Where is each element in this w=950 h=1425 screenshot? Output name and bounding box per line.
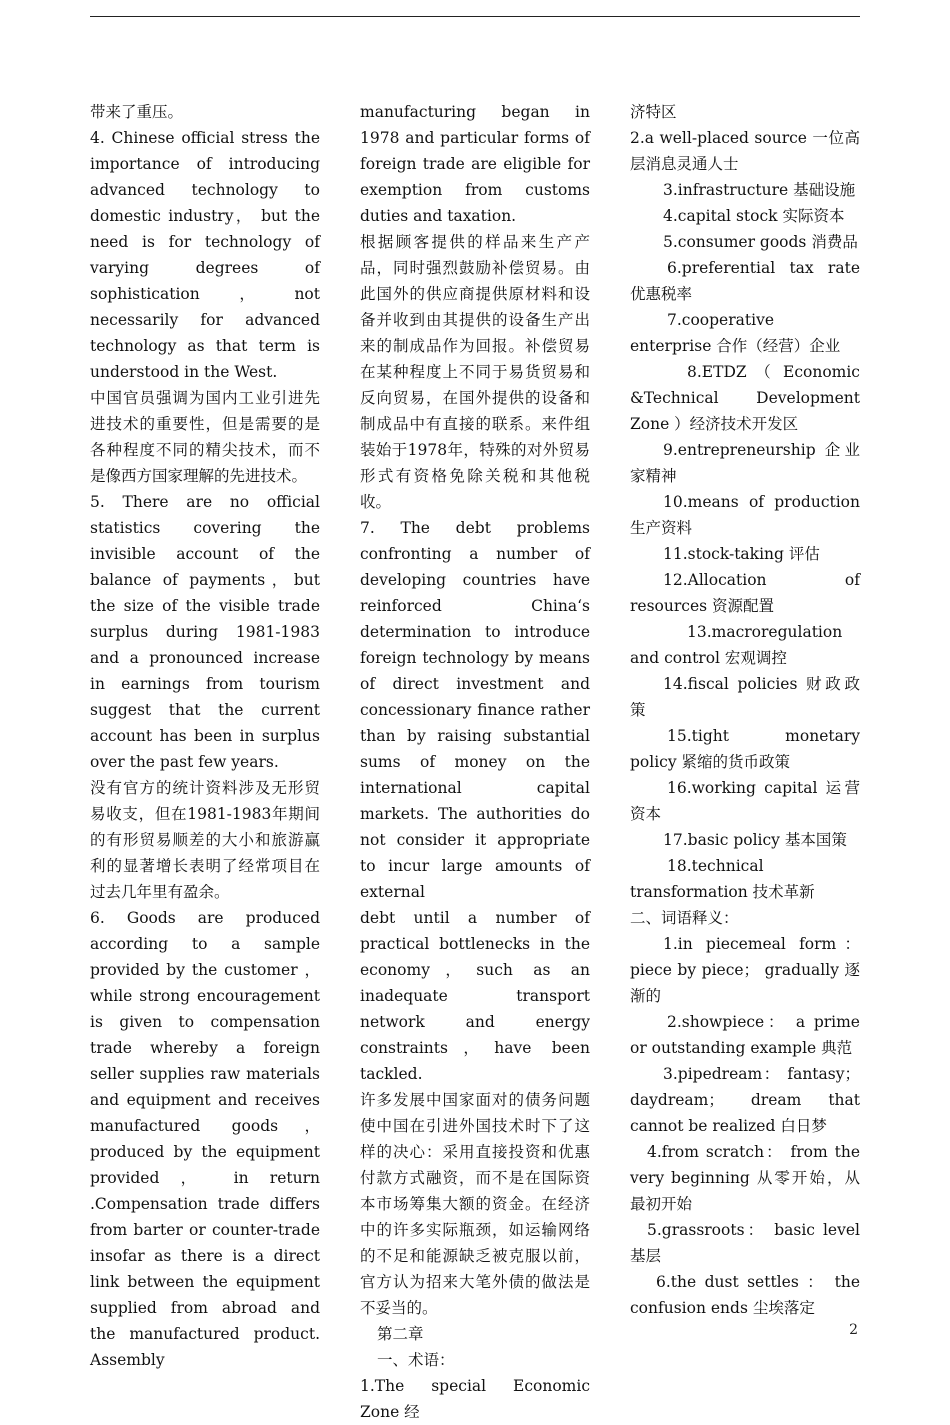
definition-item: 6.the dust settles ： the confusion ends 尘埃落定 bbox=[630, 1273, 860, 1317]
paragraph: 没有官方的统计资料涉及无形贸易收支，但在1981-1983年期间的有形贸易顺差的大小和旅游赢利的显著增长表明了经常项目在过去几年里有盈余。 bbox=[90, 779, 320, 901]
paragraph: 中国官员强调为国内工业引进先进技术的重要性，但是需要的是各种程度不同的精尖技术，而不是像西方国家理解的先进技术。 bbox=[90, 389, 320, 485]
page-number: 2 bbox=[849, 1322, 858, 1338]
definition-item: 1.in piecemeal form： piece by piece； gradually 逐渐的 bbox=[630, 935, 860, 1005]
header-rule bbox=[90, 16, 860, 17]
term-item: 14.fiscal policies 财政政策 bbox=[630, 675, 860, 719]
paragraph: 带来了重压。 bbox=[90, 103, 184, 121]
paragraph: 4. Chinese official stress the importance of introducing advanced technology to domestic industry， but the need is for technology of varying degrees of sophistication，not necessarily for advanced technology as that term is understood in the West. bbox=[90, 129, 320, 381]
term-item: 10.means of production 生产资料 bbox=[630, 493, 860, 537]
term-item: 12.Allocation of resources 资源配置 bbox=[630, 571, 860, 615]
term-item: 15.tight monetary policy 紧缩的货币政策 bbox=[630, 727, 860, 771]
paragraph: 5. There are no official statistics covering the invisible account of the balance of payments，but the size of the visible trade surplus during 1981-1983 and a pronounced increase in earnings from tourism suggest that the current account has been in surplus over the past few years. bbox=[90, 493, 320, 771]
section-heading: 一、术语： bbox=[377, 1351, 455, 1369]
chapter-heading: 第二章 bbox=[377, 1325, 424, 1343]
paragraph: 7. The debt problems confronting a number of developing countries have reinforced China‘s determination to introduce foreign technology by means of direct investment and concessionary finance rather than by raising substantial sums of money on the international capital markets. The authorities do not consider it appropriate to incur large amounts of external bbox=[360, 519, 590, 901]
term-item: 3.infrastructure 基础设施 bbox=[663, 181, 856, 199]
definition-item: 5.grassroots： basic level 基层 bbox=[630, 1221, 860, 1265]
paragraph: 根据顾客提供的样品来生产产品，同时强烈鼓励补偿贸易。由此国外的供应商提供原材料和设备并收到由其提供的设备生产出来的制成品作为回报。补偿贸易在某种程度上不同于易货贸易和反向贸易，在国外提供的设备和制成品中有直接的联系。来件组装始于1978年，特殊的对外贸易形式有资格免除关税和其他税收。 bbox=[360, 233, 590, 511]
column-2 bbox=[360, 99, 590, 1425]
paragraph: debt until a number of practical bottlenecks in the economy，such as an inadequate transport network and energy constraints，have been tackled. bbox=[360, 909, 590, 1083]
definition-item: 2.showpiece： a prime or outstanding example 典范 bbox=[630, 1013, 860, 1057]
column-3 bbox=[630, 99, 860, 1321]
term-item: 9.entrepreneurship 企业家精神 bbox=[630, 441, 860, 485]
term-item: 18.technical transformation 技术革新 bbox=[630, 857, 815, 901]
paragraph: 许多发展中国家面对的债务问题使中国在引进外国技术时下了这样的决心：采用直接投资和优惠付款方式融资，而不是在国际资本市场筹集大额的资金。在经济中的许多实际瓶颈，如运输网络的不足和能源缺乏被克服以前，官方认为招来大笔外债的做法是不妥当的。 bbox=[360, 1091, 590, 1317]
term-item: 11.stock-taking 评估 bbox=[663, 545, 820, 563]
term-item: 7.cooperative enterprise 合作（经营）企业 bbox=[630, 311, 841, 355]
definition-item: 4.from scratch： from the very beginning 从零开始，从最初开始 bbox=[630, 1143, 860, 1213]
term-item: 2.a well-placed source 一位高层消息灵通人士 bbox=[630, 129, 860, 173]
paragraph: manufacturing began in 1978 and particular forms of foreign trade are eligible for exemption from customs duties and taxation. bbox=[360, 103, 590, 225]
column-1 bbox=[90, 99, 320, 1373]
term-item: 13.macroregulation and control 宏观调控 bbox=[630, 623, 843, 667]
term-item: 济特区 bbox=[630, 103, 677, 121]
section-heading: 二、词语释义： bbox=[630, 909, 739, 927]
term-item: 1.The special Economic Zone 经 bbox=[360, 1377, 590, 1421]
term-item: 6.preferential tax rate 优惠税率 bbox=[630, 259, 860, 303]
term-item: 16.working capital 运营资本 bbox=[630, 779, 860, 823]
term-item: 17.basic policy 基本国策 bbox=[663, 831, 847, 849]
term-item: 5.consumer goods 消费品 bbox=[663, 233, 858, 251]
paragraph: 6. Goods are produced according to a sample provided by the customer ， while strong encouragement is given to compensation trade whereby a foreign seller supplies raw materials and equipment and receives manufactured goods，produced by the equipment provided ， in return .Compensation trade differs from barter or counter-trade insofar as there is a direct link between the equipment supplied from abroad and the manufactured product. Assembly bbox=[90, 909, 320, 1369]
term-item: 4.capital stock 实际资本 bbox=[663, 207, 845, 225]
definition-item: 3.pipedream： fantasy；daydream； dream that cannot be realized 白日梦 bbox=[630, 1065, 860, 1135]
term-item: 8.ETDZ （ Economic &Technical Development Zone ）经济技术开发区 bbox=[630, 363, 860, 433]
